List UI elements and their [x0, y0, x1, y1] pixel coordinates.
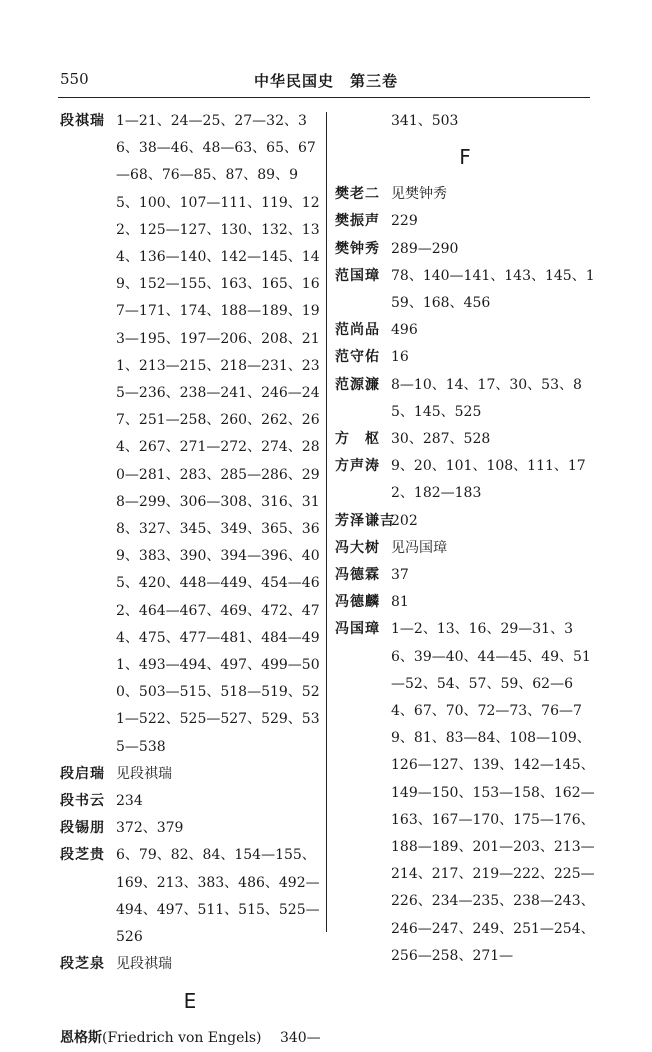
entry-name: 段启瑞 [60, 765, 105, 782]
entry-name: 樊老二 [335, 186, 380, 203]
index-entry [335, 616, 595, 970]
header-rule [58, 97, 590, 98]
entry-name: 樊振声 [335, 213, 380, 230]
entry-name: 范源濂 [335, 376, 380, 393]
entry-pages: 16 [391, 349, 409, 366]
entry-pages: 见冯国璋 [391, 539, 447, 556]
index-entry [335, 372, 595, 426]
entry-pages: 234 [116, 793, 143, 810]
entry-pages: 289—290 [391, 240, 459, 257]
index-entry [335, 562, 595, 589]
entry-pages: 229 [391, 213, 418, 230]
entry-name: 方声涛 [335, 458, 380, 475]
entry-name: 段祺瑞 [60, 113, 105, 129]
entry-name: 冯大树 [335, 539, 380, 556]
index-entry [335, 208, 595, 235]
index-entry [60, 951, 320, 978]
entry-name: 段芝贵 [60, 847, 105, 864]
index-entry [335, 344, 595, 371]
entry-pages: 78、140—141、143、145、159、168、456 [391, 267, 595, 312]
entry-name: 段书云 [60, 793, 105, 810]
entry-foreign-name: (Friedrich von Engels) [102, 1029, 262, 1046]
index-entry [335, 589, 595, 616]
entry-pages: 372、379 [116, 820, 184, 837]
index-entry [335, 426, 595, 453]
entry-pages: 81 [391, 594, 409, 611]
entry-name: 恩格斯 [60, 1029, 102, 1046]
entry-pages: 见樊钟秀 [391, 186, 447, 203]
column-divider [326, 112, 327, 932]
running-title: 中华民国史 第三卷 [253, 72, 398, 90]
entry-name: 段芝泉 [60, 956, 105, 973]
index-entry [60, 1025, 320, 1052]
right-entries [335, 181, 595, 970]
index-entry [335, 317, 595, 344]
entry-pages: 496 [391, 322, 418, 339]
entry-pages: 6、79、82、84、154—155、169、213、383、486、492—494、497、511、515、525—526 [116, 847, 320, 946]
entry-pages: 341、503 [391, 113, 459, 129]
index-entry [60, 815, 320, 842]
index-entry [335, 508, 595, 535]
index-entry [335, 181, 595, 208]
entry-pages: 202 [391, 512, 418, 529]
entry-pages: 340— [279, 1029, 321, 1046]
left-column [60, 108, 320, 1052]
entry-pages: 见段祺瑞 [116, 956, 172, 973]
entry-pages: 9、20、101、108、111、172、182—183 [391, 458, 586, 502]
index-entry [60, 761, 320, 788]
entry-pages: 30、287、528 [391, 431, 491, 448]
entry-name: 范尚品 [335, 322, 380, 339]
right-column [335, 108, 595, 970]
index-entry [335, 453, 595, 507]
entry-pages: 1—2、13、16、29—31、36、39—40、44—45、49、51—52、54、57、59、62—64、67、70、72—73、76—79、81、83—84、108—109、126—127、139、142—145、149—150、153—158、162—163、167—170、175—176、188—189、201—203、213—214、217、219—222、225—226、234—235、238—243、246—247、249、251—254、256—258、271— [391, 621, 595, 964]
index-entry [60, 108, 320, 761]
continuation-entry [335, 108, 595, 135]
entry-name: 冯国璋 [335, 621, 380, 638]
section-letter-e: E [183, 988, 197, 1013]
entry-pages: 8—10、14、17、30、53、85、145、525 [391, 376, 582, 420]
entry-pages: 1—21、24—25、27—32、36、38—46、48—63、65、67—68、76—85、87、89、95、100、107—111、119、122、125—127、130、132、134、136—140、142—145、149、152—155、163、165、167—171、174、188—189、193—195、197—206、208、211、213—215、218—231、235—236、238—241、246—247、251—258、260、262、264、267、271—272、274、280—281、283、285—286、298—299、306—308、316、318、327、345、349、365、369、383、390、394—396、405、420、448—449、454—462、464—467、469、472、474、475、477—481、484—491、493—494、497、499—500、503—515、518—519、521—522、525—527、529、535—538 [116, 113, 320, 755]
entry-name: 樊钟秀 [335, 240, 380, 257]
left-entries [60, 108, 320, 979]
entry-pages: 37 [391, 567, 409, 584]
index-entry [335, 263, 595, 317]
section-letter-f: F [459, 145, 471, 170]
entry-name: 冯德霖 [335, 567, 380, 584]
index-entry [60, 788, 320, 815]
entry-name: 冯德麟 [335, 594, 380, 611]
page-number: 550 [60, 70, 89, 88]
entry-name: 范国璋 [335, 267, 380, 284]
entry-name: 芳泽谦吉 [335, 512, 395, 529]
entry-name: 范守佑 [335, 349, 380, 366]
entry-pages: 见段祺瑞 [116, 765, 172, 782]
index-entry [60, 842, 320, 951]
entry-name: 段锡朋 [60, 820, 105, 837]
index-entry [335, 236, 595, 263]
index-entry [335, 535, 595, 562]
entry-name: 方 枢 [335, 431, 380, 448]
